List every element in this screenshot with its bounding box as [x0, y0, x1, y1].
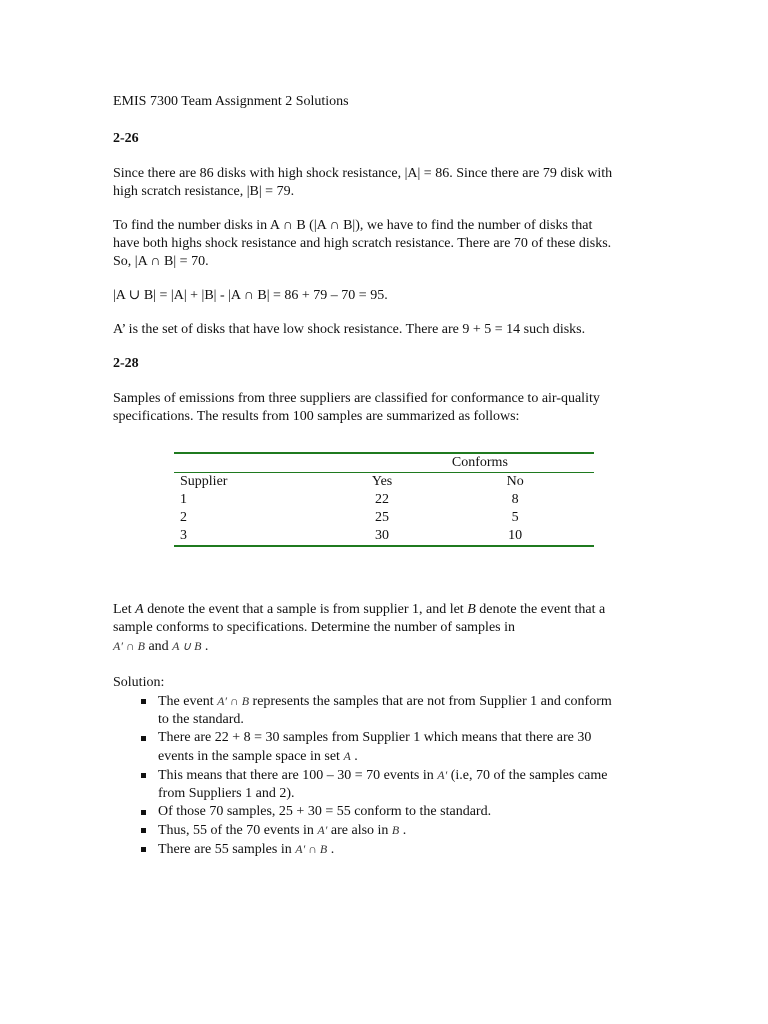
- list-item: There are 55 samples in A′ ∩ B .: [141, 840, 653, 859]
- cell-supplier: 3: [180, 528, 187, 543]
- solution-label: Solution:: [113, 675, 165, 690]
- square-bullet-icon: [141, 773, 146, 778]
- text-line: Let A denote the event that a sample is from supplier 1, and let B denote the event that a: [113, 602, 606, 617]
- cell-yes: 25: [375, 510, 390, 525]
- cell-yes: 30: [375, 528, 390, 543]
- event-a-symbol: A: [135, 602, 144, 617]
- cell-supplier: 1: [180, 492, 187, 507]
- math-expression: A′ ∩ B: [217, 694, 250, 708]
- text-line: sample conforms to specifications. Determine the number of samples in: [113, 620, 516, 635]
- table-row: [174, 491, 594, 509]
- paragraph-complement: A’ is the set of disks that have low shock resistance. There are 9 + 5 = 14 such disks.: [113, 322, 586, 337]
- square-bullet-icon: [141, 828, 146, 833]
- math-expression: A′: [317, 823, 328, 837]
- paragraph-question: [113, 601, 653, 656]
- column-header-supplier: Supplier: [180, 474, 228, 489]
- cell-supplier: 2: [180, 510, 187, 525]
- paragraph-counts: [113, 165, 653, 201]
- cell-no: 5: [511, 510, 519, 525]
- square-bullet-icon: [141, 699, 146, 704]
- list-item: The event A′ ∩ B represents the samples that are not from Supplier 1 and conform to the standard.: [141, 692, 653, 729]
- cell-no: 8: [511, 492, 519, 507]
- cell-no: 10: [508, 528, 523, 543]
- text-line: A′ ∩ B and A ∪ B .: [113, 639, 209, 654]
- math-expression: A′ ∩ B: [295, 842, 328, 856]
- document-title: EMIS 7300 Team Assignment 2 Solutions: [113, 94, 349, 109]
- square-bullet-icon: [141, 736, 146, 741]
- math-expression: A′: [437, 768, 448, 782]
- list-item: This means that there are 100 – 30 = 70 events in A′ (i.e, 70 of the samples came from Suppliers 1 and 2).: [141, 766, 653, 803]
- list-item: Thus, 55 of the 70 events in A′ are also in B .: [141, 821, 653, 840]
- paragraph-union: |A ∪ B| = |A| + |B| - |A ∩ B| = 86 + 79 – 70 = 95.: [113, 288, 388, 303]
- solution-bullet-list: [113, 692, 653, 859]
- document-page: [113, 93, 653, 859]
- column-header-no: No: [506, 474, 524, 489]
- math-expression: A ∪ B: [172, 639, 202, 653]
- list-item: Of those 70 samples, 25 + 30 = 55 conform to the standard.: [141, 803, 653, 821]
- text-line: To find the number disks in A ∩ B (|A ∩ B|), we have to find the number of disks that: [113, 218, 593, 233]
- text-line: have both highs shock resistance and high scratch resistance. There are 70 of these disks.: [113, 236, 612, 251]
- group-header-conforms: Conforms: [451, 455, 508, 470]
- cell-yes: 22: [375, 492, 390, 507]
- math-expression: A: [343, 749, 351, 763]
- table-row: [174, 527, 594, 546]
- text-line: high scratch resistance, |B| = 79.: [113, 184, 295, 199]
- table-group-header-row: [174, 453, 594, 473]
- section-heading-2-28: 2-28: [113, 356, 139, 371]
- list-item: There are 22 + 8 = 30 samples from Supplier 1 which means that there are 30 events in the sample space in set A .: [141, 729, 653, 766]
- math-expression: A′ ∩ B: [113, 639, 145, 653]
- math-expression: B: [391, 823, 400, 837]
- section-heading-2-26: 2-26: [113, 131, 139, 146]
- event-b-symbol: B: [467, 602, 476, 617]
- table-row: [174, 509, 594, 527]
- solution-section: [113, 674, 653, 859]
- text-line: specifications. The results from 100 samples are summarized as follows:: [113, 409, 520, 424]
- text-line: So, |A ∩ B| = 70.: [113, 254, 209, 269]
- square-bullet-icon: [141, 847, 146, 852]
- conformance-table: [174, 452, 594, 547]
- text-line: Since there are 86 disks with high shock resistance, |A| = 86. Since there are 79 disk with: [113, 166, 613, 181]
- text-line: Samples of emissions from three suppliers are classified for conformance to air-quality: [113, 391, 600, 406]
- paragraph-intersection: [113, 217, 653, 271]
- column-header-yes: Yes: [371, 474, 393, 489]
- square-bullet-icon: [141, 810, 146, 815]
- paragraph-intro: [113, 390, 653, 426]
- table-header-row: [174, 473, 594, 492]
